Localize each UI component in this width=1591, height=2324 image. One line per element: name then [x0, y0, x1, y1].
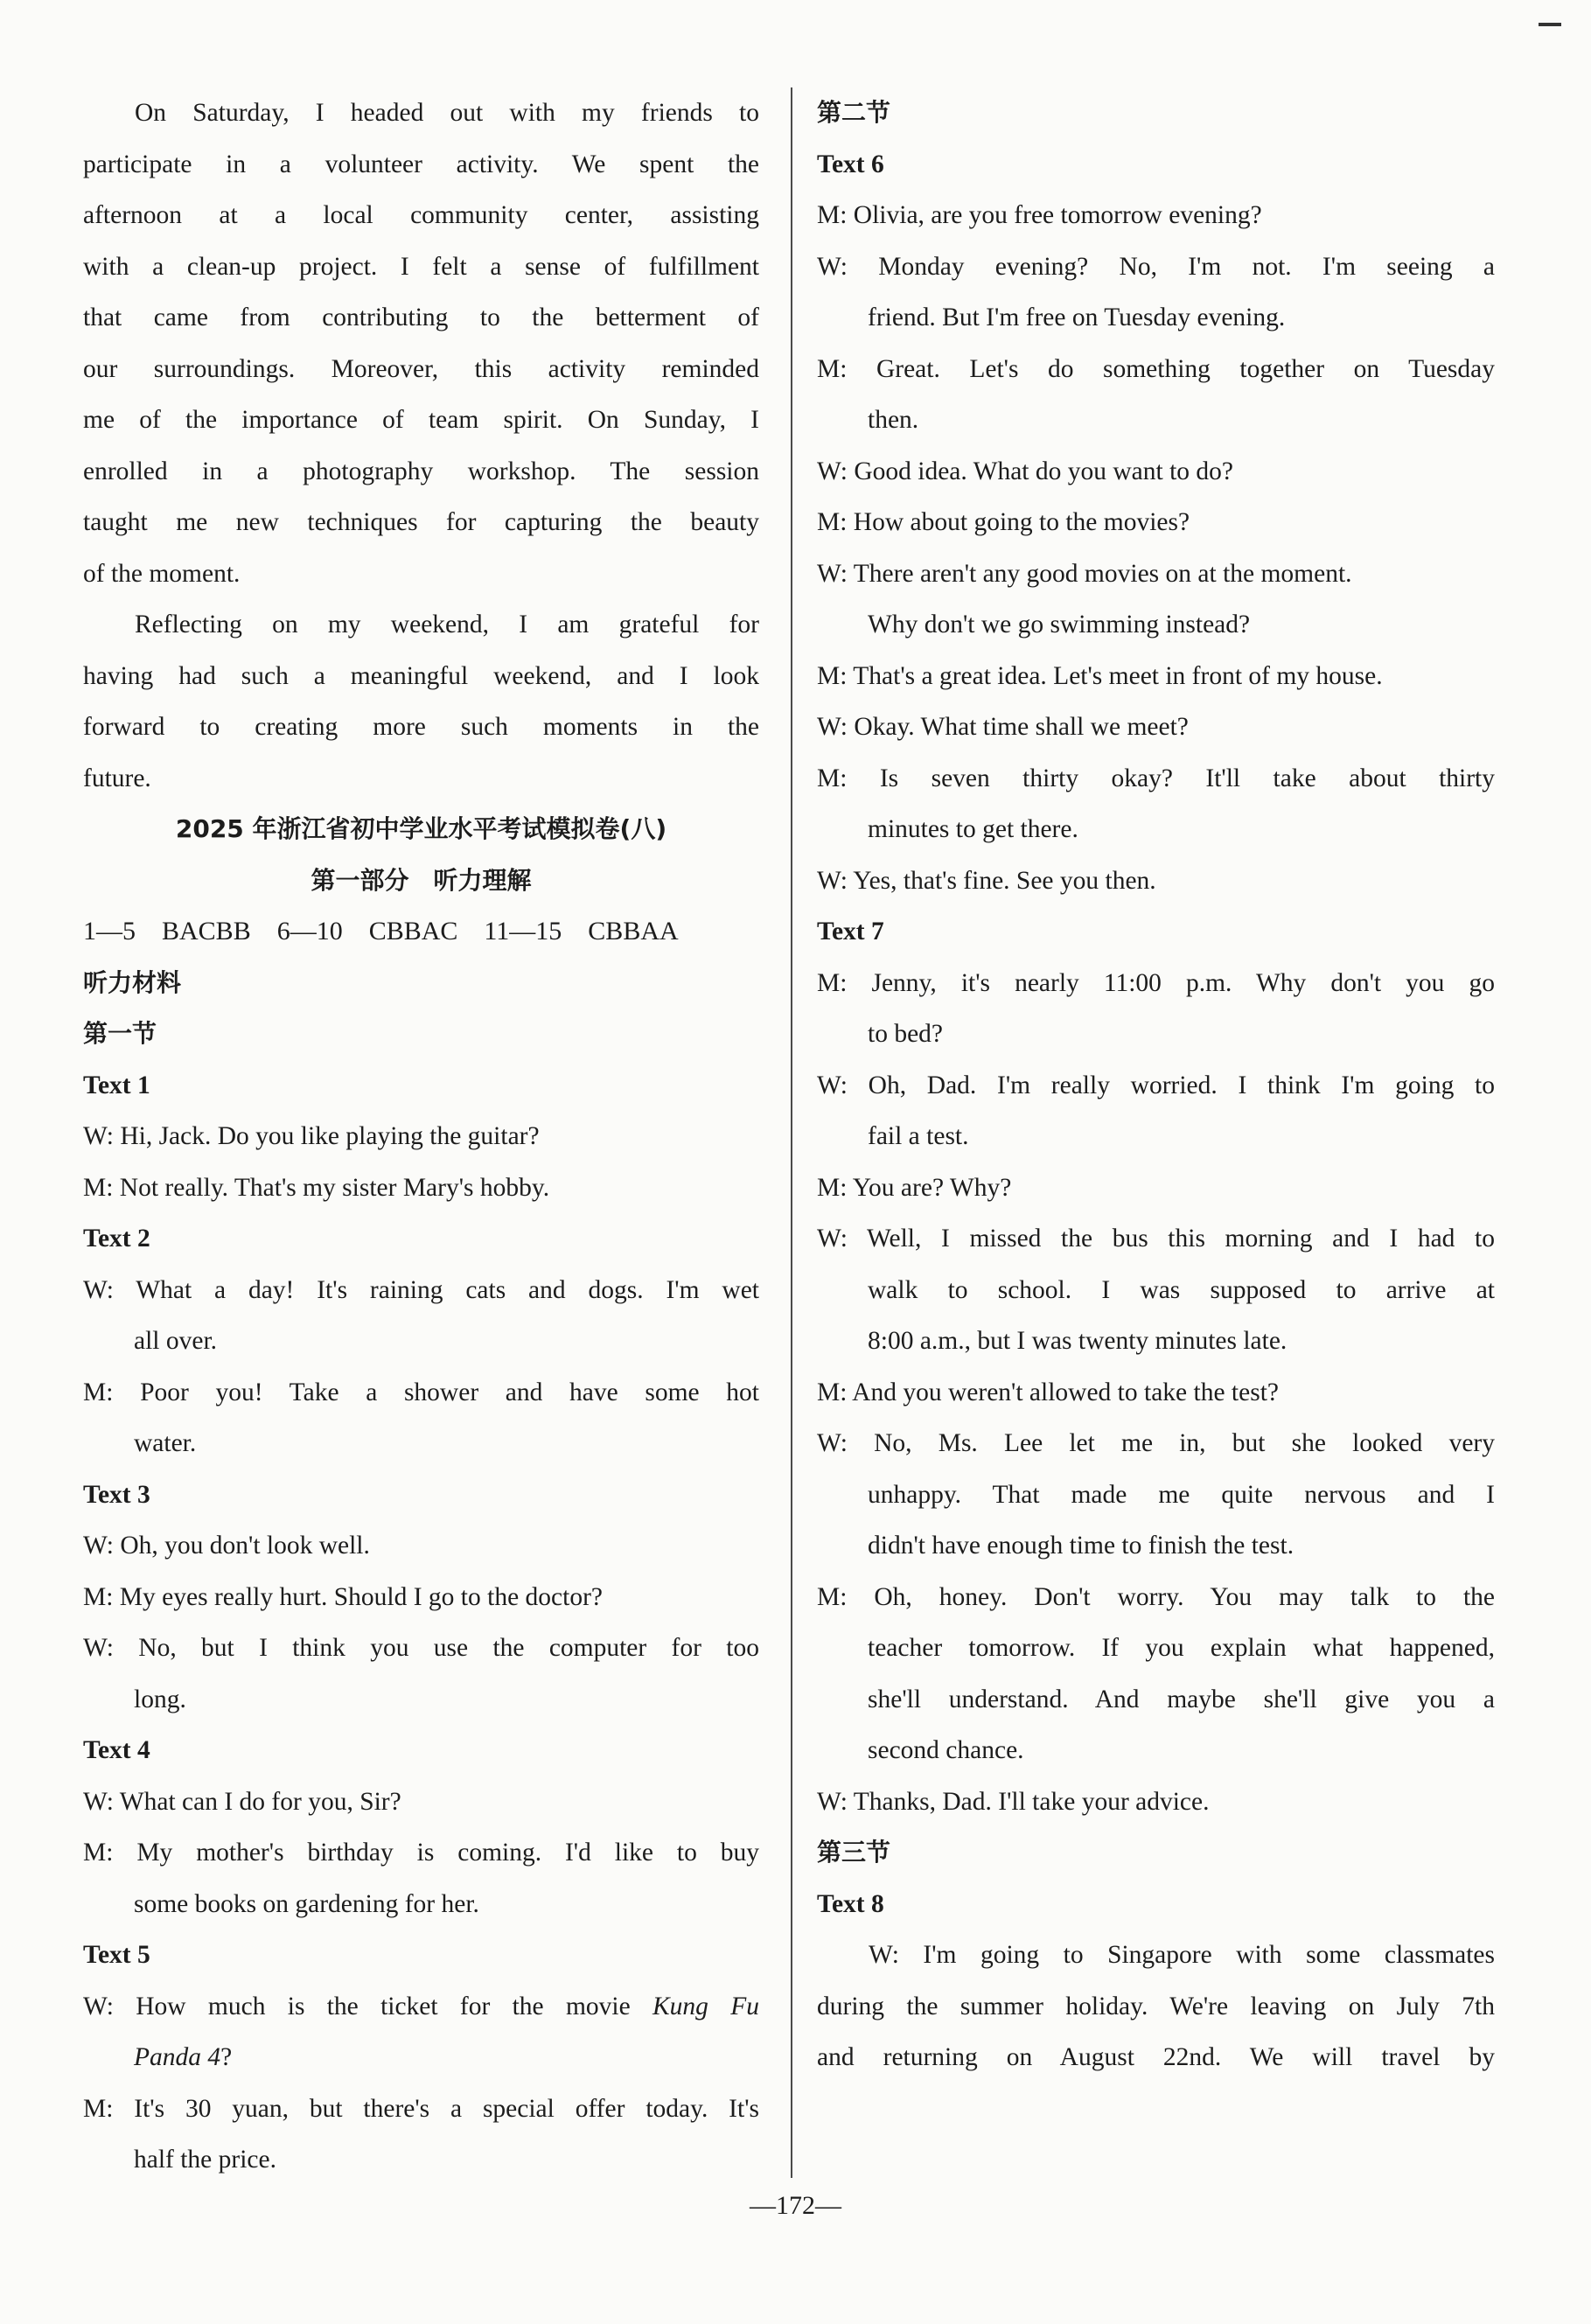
dialogue-line: M: My eyes really hurt. Should I go to the doctor?: [83, 1582, 603, 1611]
section-3-label: 第三节: [817, 1838, 891, 1867]
dialogue-line: M: You are? Why?: [817, 1173, 1012, 1202]
dialogue-line: M: And you weren't allowed to take the test?: [817, 1378, 1279, 1406]
dialogue-line: W: There aren't any good movies on at the moment.: [817, 559, 1352, 588]
dialogue-block: [817, 906, 1495, 1827]
dialogue-line: M: Oh, honey. Don't worry. You may talk to the: [817, 1582, 1495, 1611]
essay-line: with a clean-up project. I felt a sense of fulfillment: [83, 252, 759, 281]
dialogue-line: she'll understand. And maybe she'll give you a: [868, 1685, 1495, 1713]
dialogue-line: walk to school. I was supposed to arrive at: [868, 1275, 1495, 1304]
dialogue-line: W: Thanks, Dad. I'll take your advice.: [817, 1787, 1210, 1816]
dialogue-block: [817, 139, 1495, 907]
dialogue-line: water.: [134, 1429, 197, 1457]
text-label: Text 2: [83, 1225, 150, 1253]
dialogue-line: Why don't we go swimming instead?: [868, 611, 1251, 639]
dialogue-line: W: What can I do for you, Sir?: [83, 1787, 401, 1816]
dialogue-line: 8:00 a.m., but I was twenty minutes late.: [868, 1327, 1287, 1355]
dialogue-line: W: Hi, Jack. Do you like playing the guitar?: [83, 1122, 540, 1150]
dialogue-line: W: Oh, you don't look well.: [83, 1532, 370, 1560]
dialogue-line: some books on gardening for her.: [134, 1889, 479, 1918]
text-label: Text 8: [817, 1889, 884, 1918]
dialogue-segment: ?: [220, 2043, 233, 2071]
essay-line: forward to creating more such moments in the: [83, 713, 759, 741]
text-label: Text 7: [817, 918, 884, 946]
dialogue-line: W: Yes, that's fine. See you then.: [817, 866, 1156, 895]
dialogue-line: M: My mother's birthday is coming. I'd like to buy: [83, 1839, 759, 1867]
corner-mark: [1539, 23, 1561, 26]
dialogue-line: half the price.: [134, 2146, 276, 2174]
page-number: —172—: [750, 2191, 841, 2220]
text-label: Text 4: [83, 1736, 150, 1764]
essay-paragraph-2: [83, 599, 759, 804]
essay-line: future.: [83, 764, 151, 792]
dialogue-line: M: How about going to the movies?: [817, 508, 1190, 536]
essay-line: our surroundings. Moreover, this activity reminded: [83, 354, 759, 383]
monologue-line: W: I'm going to Singapore with some classmates: [869, 1941, 1495, 1969]
dialogue-line: M: Poor you! Take a shower and have some hot: [83, 1378, 759, 1406]
essay-line: afternoon at a local community center, assisting: [83, 201, 759, 229]
text-label: Text 3: [83, 1480, 150, 1509]
dialogue-line: long.: [134, 1685, 186, 1713]
essay-line: enrolled in a photography workshop. The session: [83, 457, 759, 485]
dialogue-line: didn't have enough time to finish the test.: [868, 1532, 1294, 1560]
dialogue-line: to bed?: [868, 1020, 944, 1048]
dialogue-line: M: Great. Let's do something together on Tuesday: [817, 354, 1495, 383]
dialogue-line: M: Not really. That's my sister Mary's hobby.: [83, 1173, 550, 1202]
dialogue-text-5: [83, 1930, 759, 2186]
dialogue-block: [83, 1060, 759, 1214]
dialogue-line: W: Okay. What time shall we meet?: [817, 713, 1189, 741]
essay-line: On Saturday, I headed out with my friends to: [135, 99, 759, 127]
essay-line: of the moment.: [83, 559, 241, 588]
essay-line: having had such a meaningful weekend, and I look: [83, 661, 759, 690]
dialogue-line: W: Monday evening? No, I'm not. I'm seeing a: [817, 252, 1495, 281]
essay-line: that came from contributing to the betterment of: [83, 304, 759, 332]
exam-title: 2025 年浙江省初中学业水平考试模拟卷(八): [175, 814, 667, 843]
materials-label: 听力材料: [83, 967, 182, 997]
dialogue-block: [83, 1469, 759, 1726]
dialogue-line: W: What a day! It's raining cats and dogs. I'm wet: [83, 1275, 759, 1304]
movie-title-part: Kung Fu: [652, 1992, 759, 2020]
dialogue-line: W: Well, I missed the bus this morning and I had to: [817, 1225, 1495, 1253]
dialogue-line: teacher tomorrow. If you explain what happened,: [868, 1634, 1495, 1662]
dialogue-segment: W: How much is the ticket for the movie: [83, 1992, 652, 2020]
dialogue-line: M: Olivia, are you free tomorrow evening?: [817, 201, 1262, 229]
dialogue-block: [83, 1725, 759, 1930]
dialogue-block: [83, 1213, 759, 1469]
left-dialogues: [83, 1060, 759, 1930]
text-label: Text 5: [83, 1941, 150, 1969]
dialogue-line: all over.: [134, 1327, 218, 1355]
dialogue-line: [83, 2032, 759, 2083]
dialogue-line: unhappy. That made me quite nervous and I: [868, 1480, 1495, 1509]
dialogue-line: W: Good idea. What do you want to do?: [817, 457, 1233, 485]
dialogue-line: W: No, but I think you use the computer for too: [83, 1634, 759, 1662]
dialogue-line: [83, 1981, 759, 2033]
dialogue-line: minutes to get there.: [868, 815, 1078, 843]
answer-key: 1—5 BACBB 6—10 CBBAC 11—15 CBBAA: [83, 917, 679, 946]
dialogue-line: W: Oh, Dad. I'm really worried. I think I'm going to: [817, 1071, 1495, 1099]
essay-line: taught me new techniques for capturing the beauty: [83, 508, 759, 536]
left-column: [83, 87, 759, 2186]
essay-line: participate in a volunteer activity. We spent the: [83, 150, 759, 178]
dialogue-line: then.: [868, 406, 919, 434]
right-column: [817, 87, 1495, 2083]
essay-paragraph-1: [83, 87, 759, 599]
dialogue-line: M: Is seven thirty okay? It'll take about thirty: [817, 764, 1495, 792]
right-dialogues: [817, 139, 1495, 1828]
section-1-label: 第一节: [83, 1019, 157, 1048]
monologue-line: and returning on August 22nd. We will travel by: [817, 2043, 1495, 2071]
part-title: 第一部分 听力理解: [311, 865, 532, 895]
text-label: Text 6: [817, 150, 884, 178]
essay-line: Reflecting on my weekend, I am grateful for: [135, 611, 759, 639]
dialogue-line: fail a test.: [868, 1122, 969, 1150]
dialogue-line: W: No, Ms. Lee let me in, but she looked very: [817, 1429, 1495, 1457]
dialogue-line: M: Jenny, it's nearly 11:00 p.m. Why don't you go: [817, 968, 1495, 997]
dialogue-line: second chance.: [868, 1736, 1024, 1764]
dialogue-line: M: That's a great idea. Let's meet in front of my house.: [817, 661, 1383, 690]
dialogue-line: M: It's 30 yuan, but there's a special offer today. It's: [83, 2094, 759, 2123]
essay-line: me of the importance of team spirit. On Sunday, I: [83, 406, 759, 434]
dialogue-text-8: [817, 1879, 1495, 2083]
dialogue-line: friend. But I'm free on Tuesday evening.: [868, 304, 1286, 332]
column-divider: [791, 87, 792, 2178]
section-2-label: 第二节: [817, 98, 891, 127]
text-label: Text 1: [83, 1071, 150, 1099]
movie-title-part: Panda 4: [134, 2043, 221, 2071]
monologue-line: during the summer holiday. We're leaving on July 7th: [817, 1992, 1495, 2020]
